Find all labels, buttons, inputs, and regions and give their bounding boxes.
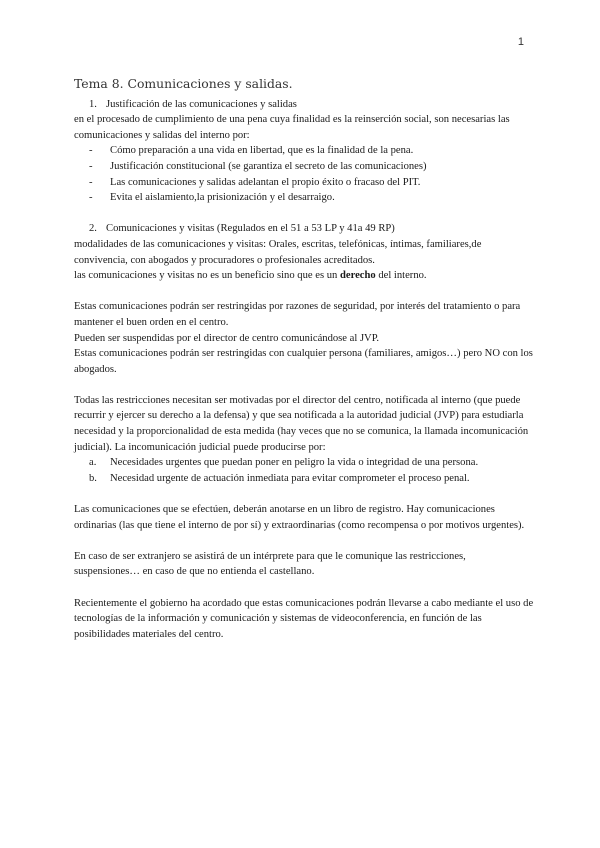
section-1-intro: en el procesado de cumplimiento de una pena cuya finalidad es la reinserción social, son necesarias las comunicaciones y salidas del interno por: xyxy=(74,114,510,141)
section-2-modalities: modalidades de las comunicaciones y visitas: Orales, escritas, telefónicas, íntimas, familiares,de convivencia, con abogados y procuradores o profesionales acreditados. xyxy=(74,238,482,266)
section-2-number: 2. xyxy=(89,223,97,235)
section-1-bullet-list xyxy=(74,143,534,205)
page-number: 1 xyxy=(517,36,524,48)
section-2-heading xyxy=(74,221,534,237)
list-item: a. Necesidades urgentes que puedan poner en peligro la vida o integridad de una persona. xyxy=(89,457,479,469)
section-2-right-statement: las comunicaciones y visitas no es un beneficio sino que es un derecho del interno. xyxy=(74,270,427,282)
interpreter-paragraph: En caso de ser extranjero se asistirá de un intérprete para que le comunique las restricciones, suspensiones… en caso de que no entienda el castellano. xyxy=(74,550,466,578)
document-body xyxy=(74,76,534,642)
section-1-number: 1. xyxy=(89,98,97,110)
section-1-title: Justificación de las comunicaciones y salidas xyxy=(106,98,297,110)
list-item: - Cómo preparación a una vida en libertad, que es la finalidad de la pena. xyxy=(89,145,414,157)
restrictions-paragraph: Estas comunicaciones podrán ser restringidas por razones de seguridad, por interés del tratamiento o para mantener el buen orden en el centro. xyxy=(74,301,521,328)
list-item: - Evita el aislamiento,la prisionización y el desarraigo. xyxy=(89,192,335,204)
list-item: - Justificación constitucional (se garantiza el secreto de las comunicaciones) xyxy=(89,160,427,172)
videoconference-paragraph: Recientemente el gobierno ha acordado que estas comunicaciones podrán llevarse a cabo mediante el uso de tecnologías de la información y comunicación y sistemas de videoconferencia, en función de las posibilidades materiales del centro. xyxy=(74,597,534,640)
suspension-paragraph: Pueden ser suspendidas por el director de centro comunicándose al JVP. xyxy=(74,332,380,344)
list-item: b. Necesidad urgente de actuación inmediata para evitar comprometer el proceso penal. xyxy=(89,472,470,484)
lawyers-paragraph: Estas comunicaciones podrán ser restringidas con cualquier persona (familiares, amigos…) pero NO con los abogados. xyxy=(74,348,533,375)
right-emphasis: derecho xyxy=(339,270,376,282)
motivation-paragraph: Todas las restricciones necesitan ser motivadas por el director del centro, notificada al interno (que puede recurrir y ejercer su derecho a la defensa) y que sea notificada a la autoridad judicial (JVP) para estudiarla necesidad y la proporcionalidad de esta medida (hay veces que no se comunica, la llamada incomunicación judicial). La incomunicación judicial puede producirse por: xyxy=(74,394,529,453)
registry-paragraph: Las comunicaciones que se efectúen, deberán anotarse en un libro de registro. Hay comunicaciones ordinarias (las que tiene el interno de por sí) y extraordinarias (como recompensa o por motivos urgentes). xyxy=(74,504,525,531)
document-title: Tema 8. Comunicaciones y salidas. xyxy=(74,76,293,91)
section-1-heading xyxy=(74,97,534,113)
list-item: - Las comunicaciones y salidas adelantan el propio éxito o fracaso del PIT. xyxy=(89,176,421,188)
incommunication-list xyxy=(74,455,534,486)
section-2-title: Comunicaciones y visitas (Regulados en el 51 a 53 LP y 41a 49 RP) xyxy=(106,223,395,235)
